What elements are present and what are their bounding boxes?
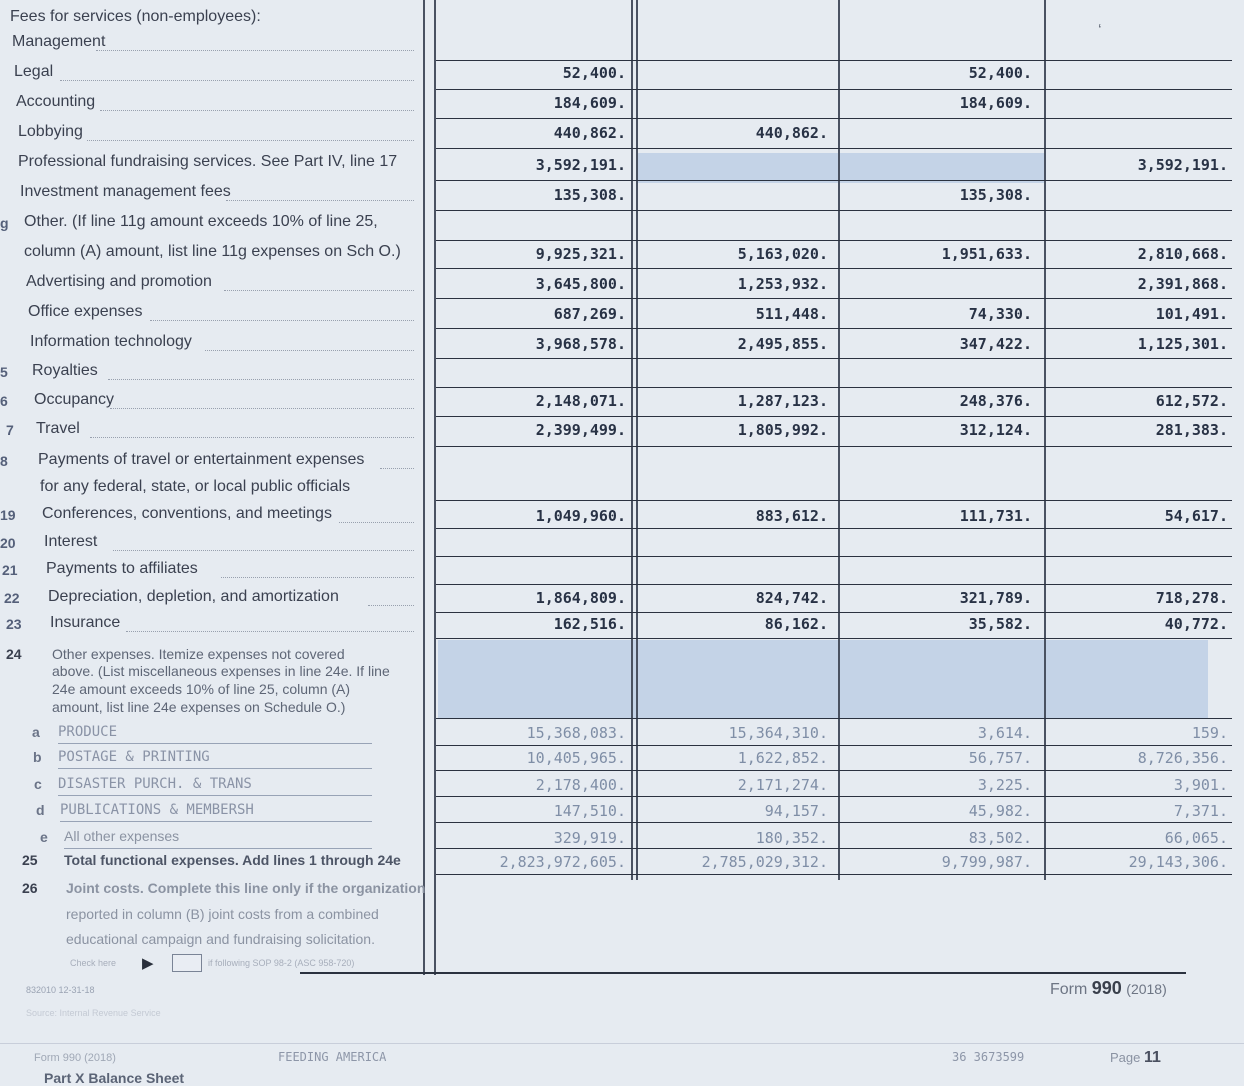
amount-cell: 687,269. — [553, 305, 626, 323]
line-number: 23 — [6, 616, 22, 632]
dot-leader — [226, 200, 414, 201]
amount-cell: 135,308. — [959, 186, 1032, 204]
joint-costs-checkbox[interactable] — [172, 954, 202, 972]
amount-cell: 184,609. — [959, 94, 1032, 112]
page-value: 11 — [1144, 1049, 1161, 1066]
amount-cell: 312,124. — [959, 421, 1032, 439]
item-underline — [58, 795, 372, 796]
amount-cell: 3,968,578. — [535, 335, 626, 353]
amount-cell: 52,400. — [562, 64, 626, 82]
amount-cell: 15,364,310. — [728, 724, 828, 742]
row-rule — [436, 796, 1232, 797]
amount-cell: 86,162. — [764, 615, 828, 633]
amount-cell: 3,225. — [977, 776, 1032, 794]
dot-leader — [87, 140, 414, 141]
row-rule — [436, 500, 1232, 501]
amount-cell: 9,925,321. — [535, 245, 626, 263]
row-rule — [436, 745, 1232, 746]
dot-leader — [368, 605, 414, 606]
section-title: Fees for services (non-employees): — [10, 8, 261, 25]
line-25-label: Total functional expenses. Add lines 1 through 24e — [64, 852, 401, 868]
dot-leader — [380, 468, 414, 469]
amount-cell: 45,982. — [968, 802, 1032, 820]
amount-cell: 1,805,992. — [737, 421, 828, 439]
amount-cell: 83,502. — [968, 829, 1032, 847]
line-label: Office expenses — [28, 303, 143, 320]
dot-leader — [221, 577, 414, 578]
dot-leader — [110, 408, 414, 409]
amount-cell: 7,371. — [1173, 802, 1228, 820]
amount-cell: 347,422. — [959, 335, 1032, 353]
amount-cell: 8,726,356. — [1137, 749, 1228, 767]
item-underline — [58, 768, 372, 769]
line-number: 5 — [0, 364, 8, 380]
row-rule — [436, 358, 1232, 359]
line-number: 19 — [0, 507, 16, 523]
dot-leader — [60, 80, 414, 81]
row-rule — [436, 118, 1232, 119]
line-number: 8 — [0, 453, 8, 469]
line-26-text-1: Joint costs. Complete this line only if the organization — [66, 880, 426, 896]
amount-cell: 718,278. — [1155, 589, 1228, 607]
line-number: 20 — [0, 535, 16, 551]
amount-cell: 35,582. — [968, 615, 1032, 633]
line-24-text-3: 24e amount exceeds 10% of line 25, column (A) — [52, 681, 351, 697]
line-label: column (A) amount, list line 11g expenses on Sch O.) — [24, 243, 401, 260]
column-rule — [631, 0, 633, 880]
dot-leader — [113, 550, 414, 551]
amount-cell: 184,609. — [553, 94, 626, 112]
row-rule — [436, 718, 1232, 719]
dot-leader — [339, 522, 414, 523]
amount-cell: 2,495,855. — [737, 335, 828, 353]
row-rule — [436, 822, 1232, 823]
line-label: Information technology — [30, 333, 192, 350]
amount-cell: 54,617. — [1164, 507, 1228, 525]
amount-cell: 440,862. — [553, 124, 626, 142]
dot-leader — [205, 350, 414, 351]
dot-leader — [150, 320, 414, 321]
shaded-cell — [638, 153, 1044, 183]
row-rule — [436, 240, 1232, 241]
line-label: Management — [12, 33, 106, 50]
row-rule — [436, 328, 1232, 329]
column-rule — [423, 0, 425, 975]
line-label: Lobbying — [18, 123, 83, 140]
row-rule — [436, 416, 1232, 417]
amount-cell: 612,572. — [1155, 392, 1228, 410]
dot-leader — [224, 290, 414, 291]
amount-cell: 2,148,071. — [535, 392, 626, 410]
row-rule — [436, 848, 1232, 849]
row-rule — [436, 584, 1232, 585]
agency-name: Source: Internal Revenue Service — [26, 1008, 161, 1018]
line-label: Accounting — [16, 93, 96, 110]
dot-leader — [96, 50, 414, 51]
item-letter: d — [36, 802, 45, 818]
amount-cell: 3,592,191. — [535, 156, 626, 174]
amount-cell: 15,368,083. — [526, 724, 626, 742]
line-24-text-1: Other expenses. Itemize expenses not covered — [52, 646, 345, 662]
amount-cell: 52,400. — [968, 64, 1032, 82]
page-number — [1110, 1049, 1161, 1067]
total-amount-cell: 29,143,306. — [1128, 853, 1228, 871]
page-gap-divider — [0, 1043, 1244, 1044]
line-label: Legal — [14, 63, 54, 80]
row-rule — [436, 770, 1232, 771]
line-24-text-4: amount, list line 24e expenses on Schedule O.) — [52, 699, 346, 715]
ein-number: 36 3673599 — [952, 1050, 1025, 1064]
shaded-cell — [438, 640, 1208, 718]
amount-cell: 1,049,960. — [535, 507, 626, 525]
line-label: Professional fundraising services. See Part IV, line 17 — [18, 153, 398, 170]
amount-cell: 824,742. — [755, 589, 828, 607]
amount-cell: 883,612. — [755, 507, 828, 525]
form-small-ref: Form 990 (2018) — [34, 1052, 116, 1064]
amount-cell: 2,178,400. — [535, 776, 626, 794]
amount-cell: 135,308. — [553, 186, 626, 204]
check-here-label: Check here — [70, 958, 117, 968]
line-26-number: 26 — [22, 880, 38, 896]
amount-cell: 3,614. — [977, 724, 1032, 742]
tick-mark: ‘ — [1098, 22, 1102, 39]
row-rule — [436, 89, 1232, 90]
page-prefix: Page — [1110, 1050, 1141, 1065]
amount-cell: 511,448. — [755, 305, 828, 323]
item-label: POSTAGE & PRINTING — [58, 749, 210, 765]
line-24-number: 24 — [6, 646, 22, 662]
item-label: DISASTER PURCH. & TRANS — [58, 776, 252, 792]
form-code: 832010 12-31-18 — [26, 985, 95, 995]
column-rule — [838, 0, 840, 880]
organization-name: FEEDING AMERICA — [278, 1050, 387, 1064]
amount-cell: 147,510. — [553, 802, 626, 820]
amount-cell: 56,757. — [968, 749, 1032, 767]
line-26-text-3: educational campaign and fundraising solicitation. — [66, 931, 375, 947]
amount-cell: 5,163,020. — [737, 245, 828, 263]
amount-cell: 2,171,274. — [737, 776, 828, 794]
total-amount-cell: 2,823,972,605. — [499, 853, 626, 871]
next-part-heading: Part X Balance Sheet — [44, 1070, 185, 1086]
item-underline — [64, 848, 372, 849]
line-label: Advertising and promotion — [26, 273, 212, 290]
line-25-number: 25 — [22, 852, 38, 868]
row-rule — [436, 528, 1232, 529]
item-letter: b — [33, 749, 42, 765]
item-letter: e — [40, 829, 48, 845]
item-label: All other expenses — [64, 828, 180, 844]
item-underline — [58, 743, 372, 744]
line-label: Travel — [36, 420, 80, 437]
line-label: Conferences, conventions, and meetings — [42, 505, 332, 522]
line-number: 6 — [0, 393, 8, 409]
amount-cell: 1,951,633. — [941, 245, 1032, 263]
dot-leader — [126, 631, 414, 632]
line-label: for any federal, state, or local public officials — [40, 478, 351, 495]
line-label: Insurance — [50, 614, 121, 631]
arrow-icon: ▶ — [142, 955, 154, 972]
row-rule — [436, 556, 1232, 557]
form-ref-year: (2018) — [1126, 981, 1167, 997]
amount-cell: 321,789. — [959, 589, 1032, 607]
amount-cell: 162,516. — [553, 615, 626, 633]
line-number: g — [0, 215, 9, 231]
row-rule — [436, 210, 1232, 211]
amount-cell: 248,376. — [959, 392, 1032, 410]
item-letter: a — [32, 724, 40, 740]
form-ref-number: 990 — [1091, 978, 1122, 998]
amount-cell: 10,405,965. — [526, 749, 626, 767]
line-label: Interest — [44, 533, 98, 550]
form-reference — [1050, 978, 1167, 999]
item-underline — [60, 821, 372, 822]
row-rule — [436, 268, 1232, 269]
line-24-text-2: above. (List miscellaneous expenses in line 24e. If line — [52, 663, 390, 679]
amount-cell: 3,592,191. — [1137, 156, 1228, 174]
amount-cell: 111,731. — [959, 507, 1032, 525]
column-rule — [1044, 0, 1046, 880]
row-rule — [436, 638, 1232, 639]
amount-cell: 2,391,868. — [1137, 275, 1228, 293]
amount-cell: 74,330. — [968, 305, 1032, 323]
amount-cell: 1,287,123. — [737, 392, 828, 410]
amount-cell: 440,862. — [755, 124, 828, 142]
amount-cell: 281,383. — [1155, 421, 1228, 439]
row-rule — [436, 60, 1232, 61]
footer-rule — [300, 972, 1186, 974]
row-rule — [436, 180, 1232, 181]
amount-cell: 1,622,852. — [737, 749, 828, 767]
line-label: Payments to affiliates — [46, 560, 198, 577]
total-amount-cell: 2,785,029,312. — [701, 853, 828, 871]
amount-cell: 1,125,301. — [1137, 335, 1228, 353]
row-rule — [436, 874, 1232, 875]
item-label: PUBLICATIONS & MEMBERSH — [60, 802, 254, 818]
line-label: Payments of travel or entertainment expenses — [38, 451, 365, 468]
line-label: Other. (If line 11g amount exceeds 10% of line 25, — [24, 213, 378, 230]
row-rule — [436, 148, 1232, 149]
line-number: 22 — [4, 590, 20, 606]
amount-cell: 2,810,668. — [1137, 245, 1228, 263]
dot-leader — [100, 110, 414, 111]
line-26-text-2: reported in column (B) joint costs from a combined — [66, 906, 379, 922]
row-rule — [436, 298, 1232, 299]
amount-cell: 3,645,800. — [535, 275, 626, 293]
line-number: 21 — [2, 562, 18, 578]
amount-cell: 159. — [1191, 724, 1228, 742]
amount-cell: 3,901. — [1173, 776, 1228, 794]
item-label: PRODUCE — [58, 724, 118, 740]
row-rule — [436, 387, 1232, 388]
item-letter: c — [34, 776, 42, 792]
line-label: Royalties — [32, 362, 98, 379]
amount-cell: 40,772. — [1164, 615, 1228, 633]
line-label: Investment management fees — [20, 183, 231, 200]
dot-leader — [90, 437, 414, 438]
amount-cell: 2,399,499. — [535, 421, 626, 439]
amount-cell: 101,491. — [1155, 305, 1228, 323]
line-number: 7 — [6, 422, 14, 438]
amount-cell: 329,919. — [553, 829, 626, 847]
row-rule — [436, 446, 1232, 447]
line-label: Occupancy — [34, 391, 115, 408]
dot-leader — [108, 379, 414, 380]
sop-note: if following SOP 98-2 (ASC 958-720) — [208, 958, 355, 968]
row-rule — [436, 612, 1232, 613]
line-label: Depreciation, depletion, and amortization — [48, 588, 339, 605]
amount-cell: 94,157. — [764, 802, 828, 820]
amount-cell: 1,864,809. — [535, 589, 626, 607]
amount-cell: 66,065. — [1164, 829, 1228, 847]
amount-cell: 180,352. — [755, 829, 828, 847]
total-amount-cell: 9,799,987. — [941, 853, 1032, 871]
form-ref-prefix: Form — [1050, 981, 1088, 998]
amount-cell: 1,253,932. — [737, 275, 828, 293]
